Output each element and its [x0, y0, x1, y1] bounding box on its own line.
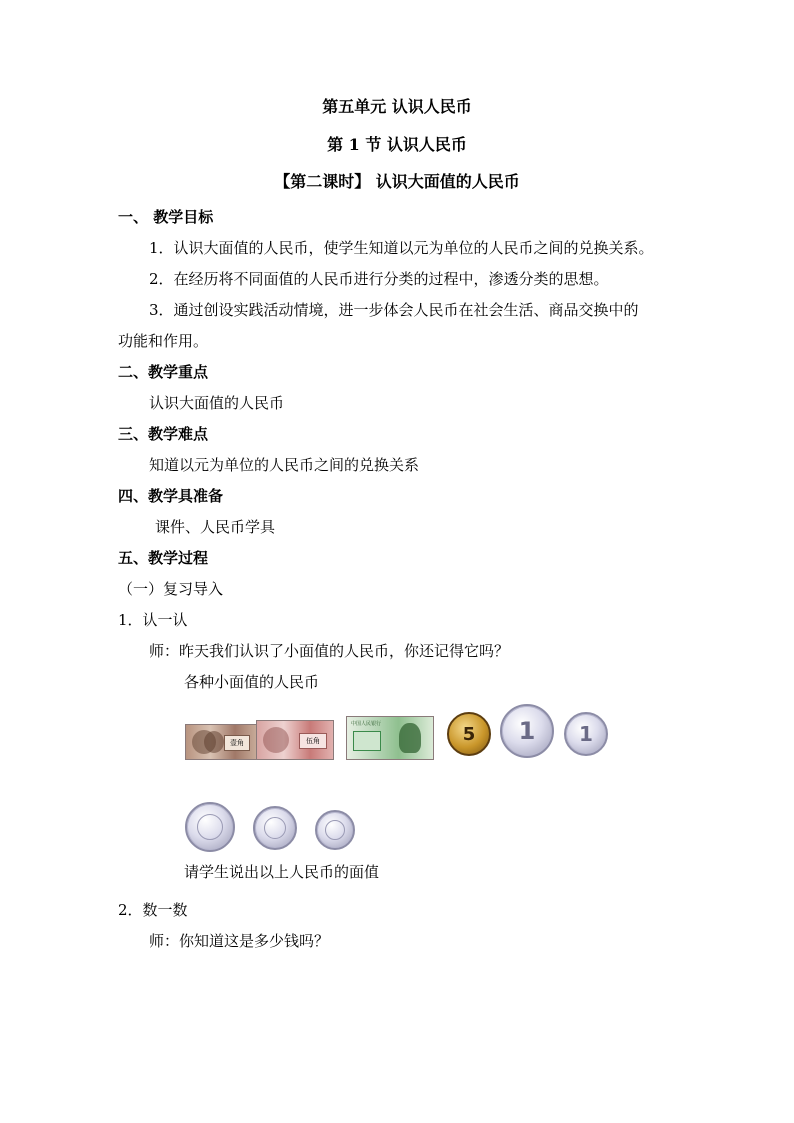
one-jiao-note-icon	[185, 724, 257, 760]
coin-value: 1	[518, 717, 536, 745]
goal-item-2: 2．在经历将不同面值的人民币进行分类的过程中，渗透分类的思想。	[149, 270, 609, 288]
key-point-text: 认识大面值的人民币	[149, 394, 285, 412]
section-title: 第 1 节 认识人民币	[327, 135, 467, 154]
key-point-heading: 二、教学重点	[118, 363, 209, 381]
money-caption: 各种小面值的人民币	[184, 673, 320, 691]
process-step-2: 2．数一数	[118, 901, 188, 919]
goals-heading: 一、 教学目标	[118, 208, 214, 226]
five-fen-coin-icon	[185, 802, 235, 852]
lesson-title: 【第二课时】 认识大面值的人民币	[274, 172, 520, 191]
materials-text: 课件、人民币学具	[155, 518, 276, 536]
five-jiao-note-icon	[256, 720, 334, 760]
process-step-1: 1．认一认	[118, 611, 188, 629]
one-yuan-coin-icon	[500, 704, 554, 758]
coin-value: 5	[462, 723, 476, 745]
unit-title: 第五单元 认识人民币	[322, 97, 472, 116]
note-label: 伍角	[299, 733, 327, 749]
note-label: 壹角	[224, 735, 250, 751]
one-jiao-coin-icon	[564, 712, 608, 756]
difficulty-heading: 三、教学难点	[118, 425, 209, 443]
one-yuan-note-icon	[346, 716, 434, 760]
process-sub-1: （一）复习导入	[118, 580, 224, 598]
goal-item-3-cont: 功能和作用。	[118, 332, 209, 350]
goal-item-1: 1．认识大面值的人民币，使学生知道以元为单位的人民币之间的兑换关系。	[149, 239, 654, 257]
two-fen-coin-icon	[253, 806, 297, 850]
materials-heading: 四、教学具准备	[118, 487, 224, 505]
teacher-line-1: 师：昨天我们认识了小面值的人民币，你还记得它吗？	[149, 642, 510, 660]
note-bank-label: 中国人民银行	[351, 721, 382, 727]
teacher-line-2: 师：你知道这是多少钱吗？	[149, 932, 330, 950]
small-money-images	[0, 700, 794, 860]
one-fen-coin-icon	[315, 810, 355, 850]
coin-value: 1	[579, 722, 593, 746]
difficulty-text: 知道以元为单位的人民币之间的兑换关系	[149, 456, 420, 474]
student-prompt: 请学生说出以上人民币的面值	[184, 863, 380, 881]
goal-item-3: 3．通过创设实践活动情境，进一步体会人民币在社会生活、商品交换中的	[149, 301, 639, 319]
five-jiao-coin-icon	[447, 712, 491, 756]
process-heading: 五、教学过程	[118, 549, 209, 567]
